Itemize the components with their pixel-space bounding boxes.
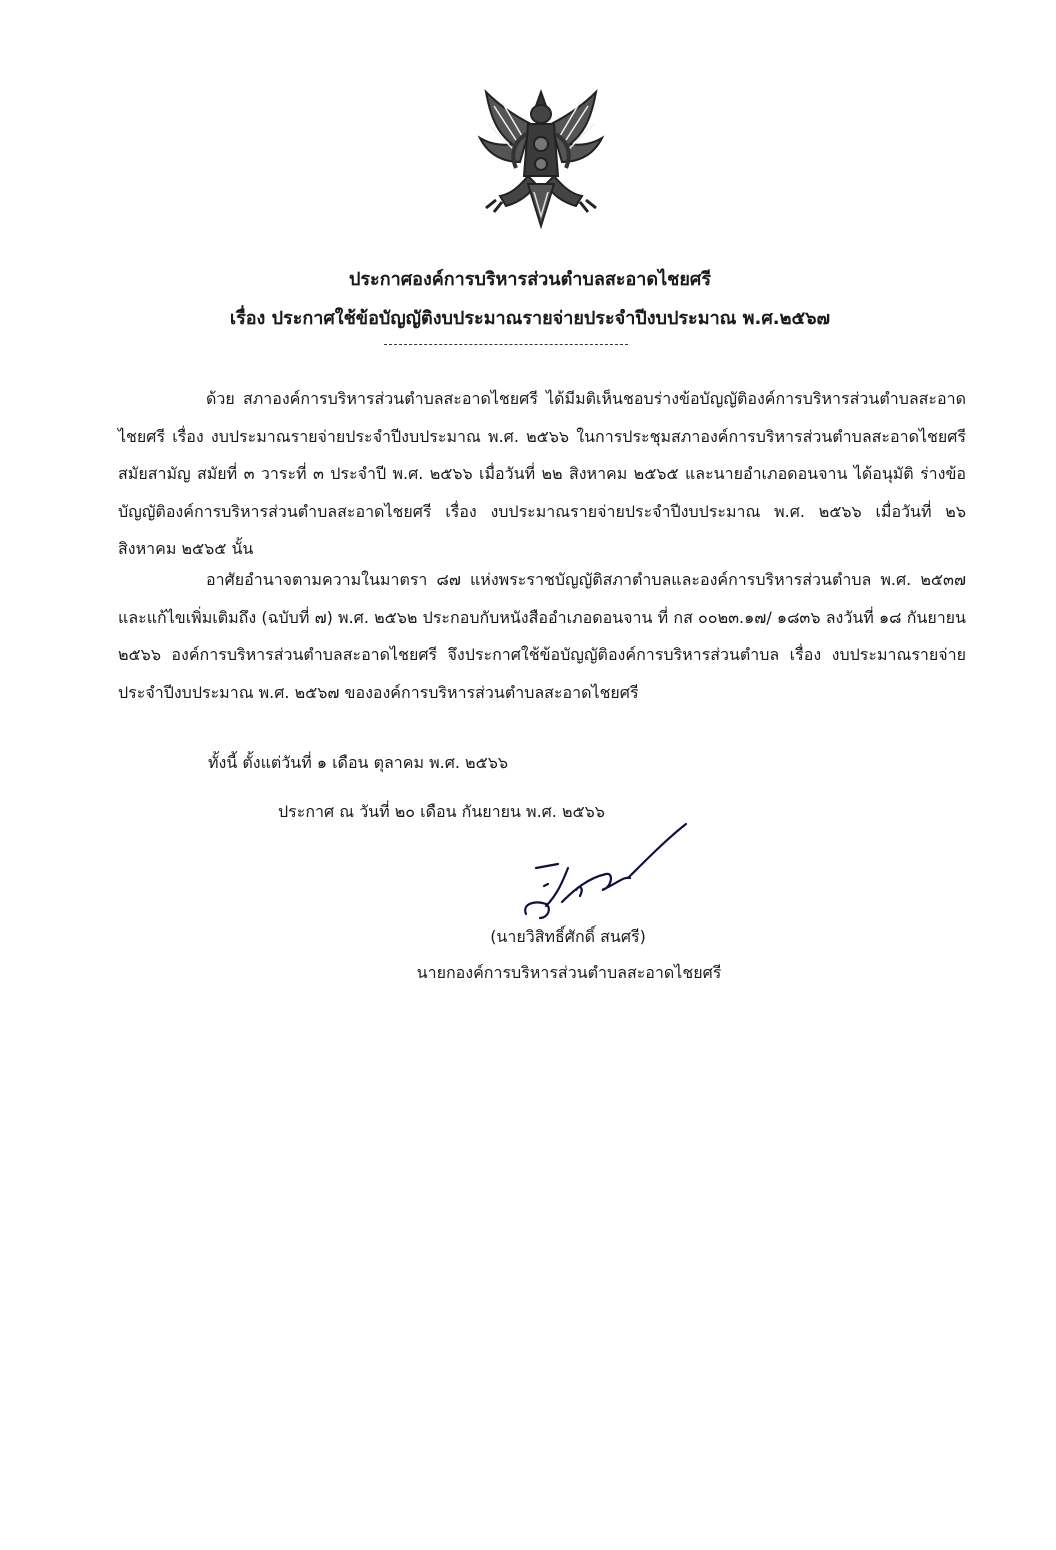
announced-date-line: ประกาศ ณ วันที่ ๒๐ เดือน กันยายน พ.ศ. ๒๕๖๖ [278,802,605,821]
body-paragraph-2: อาศัยอำนาจตามความในมาตรา ๘๗ แห่งพระราชบัญญัติสภาตำบลและองค์การบริหารส่วนตำบล พ.ศ. ๒๕๓๗ และแก้ไขเพิ่มเติมถึง (ฉบับที่ ๗) พ.ศ. ๒๕๖๒ ประกอบกับหนังสืออำเภอดอนจาน ที่ กส ๐๐๒๓.๑๗/ ๑๘๓๖ ลงวันที่ ๑๘ กันยายน ๒๕๖๖ องค์การบริหารส่วนตำบลสะอาดไชยศรี จึงประกาศใช้ข้อบัญญัติองค์การบริหารส่วนตำบล เรื่อง งบประมาณรายจ่ายประจำปีงบประมาณ พ.ศ. ๒๕๖๗ ขององค์การบริหารส่วนตำบลสะอาดไชยศรี [118,570,966,702]
handwritten-signature [518,818,698,924]
title-divider [384,344,628,345]
garuda-emblem-icon [466,84,616,234]
effective-date-line: ทั้งนี้ ตั้งแต่วันที่ ๑ เดือน ตุลาคม พ.ศ. ๒๕๖๖ [208,753,509,772]
announcement-title: ประกาศองค์การบริหารส่วนตำบลสะอาดไชยศรี [348,269,712,290]
announcement-subject: เรื่อง ประกาศใช้ข้อบัญญัติงบประมาณรายจ่ายประจำปีงบประมาณ พ.ศ.๒๕๖๗ [229,308,831,329]
body-paragraph-1: ด้วย สภาองค์การบริหารส่วนตำบลสะอาดไชยศรี ได้มีมติเห็นชอบร่างข้อบัญญัติองค์การบริหารส่วนตำบลสะอาดไชยศรี เรื่อง งบประมาณรายจ่ายประจำปีงบประมาณ พ.ศ. ๒๕๖๖ ในการประชุมสภาองค์การบริหารส่วนตำบลสะอาดไชยศรี สมัยสามัญ สมัยที่ ๓ วาระที่ ๓ ประจำปี พ.ศ. ๒๕๖๖ เมื่อวันที่ ๒๒ สิงหาคม ๒๕๖๕ และนายอำเภอดอนจาน ได้อนุมัติ ร่างข้อบัญญัติองค์การบริหารส่วนตำบลสะอาดไชยศรี เรื่อง งบประมาณรายจ่ายประจำปีงบประมาณ พ.ศ. ๒๕๖๖ เมื่อวันที่ ๒๖ สิงหาคม ๒๕๖๕ นั้น [118,389,967,558]
signatory-name: (นายวิสิทธิ์ศักดิ์ สนศรี) [490,927,646,946]
signatory-position: นายกองค์การบริหารส่วนตำบลสะอาดไชยศรี [416,963,722,982]
